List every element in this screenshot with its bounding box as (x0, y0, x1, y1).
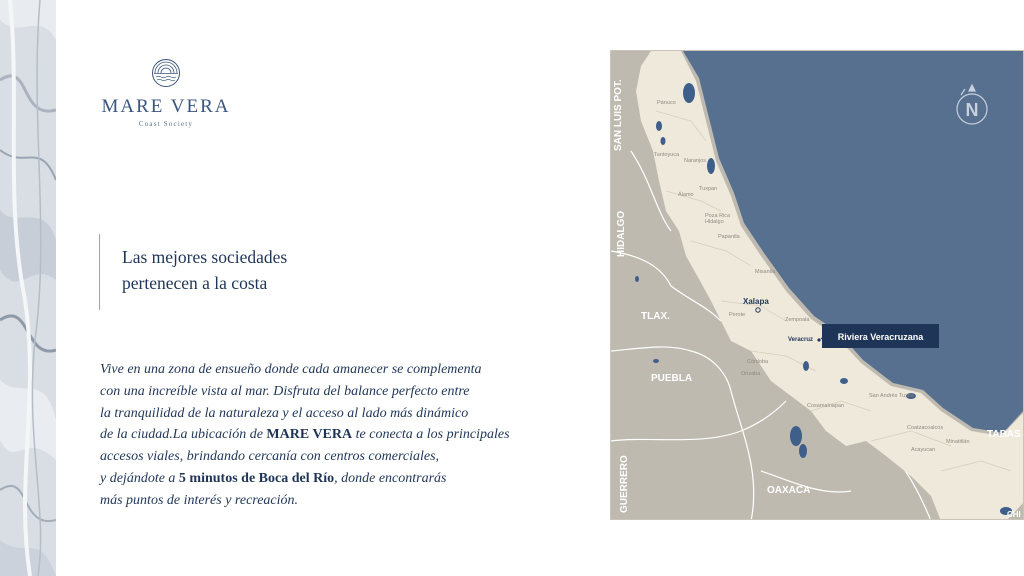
state-label-san-luis: SAN LUIS POT. (613, 79, 624, 151)
city-label: Papantla (718, 234, 740, 240)
city-label: Acayucan (911, 447, 936, 453)
paragraph-line: Vive en una zona de ensueño donde cada amanecer se complementa (100, 362, 482, 377)
city-label: Zempoala (785, 317, 810, 323)
city-label: Naranjos (684, 158, 707, 164)
heading-line-2: pertenecen a la costa (122, 273, 268, 293)
city-label: Minatitlán (946, 439, 970, 445)
logo-emblem-icon (151, 58, 181, 88)
veracruz-map (610, 50, 1024, 520)
description-paragraph (100, 359, 550, 512)
city-label: Tuxpan (699, 186, 718, 192)
brand-logo (96, 58, 236, 128)
city-label: San Andrés Tuxtla (869, 393, 914, 399)
city-label: Tantoyuca (654, 152, 680, 158)
city-label: Pánuco (657, 100, 676, 106)
riviera-callout (821, 324, 939, 348)
city-label: Hidalgo (705, 219, 724, 225)
city-label: Cosamaloapan (807, 403, 844, 409)
section-heading (122, 244, 287, 296)
brand-mention: MARE VERA (266, 427, 353, 443)
paragraph-line: con una increíble vista al mar. Disfruta del balance perfecto entre (100, 383, 470, 399)
state-label-chiapas: CHI (1007, 510, 1021, 519)
city-label: Misantla (755, 269, 776, 275)
callout-label: Riviera Veracruzana (837, 332, 924, 342)
paragraph-line: accesos viales, brindando cercanía con centros comerciales, (100, 449, 440, 465)
paragraph-line: de la ciudad.La ubicación de MARE VERA te conecta a los principales (100, 427, 510, 443)
city-label: Coatzacoalcos (907, 425, 944, 431)
city-label: Poza Rica (705, 213, 731, 219)
heading-divider (99, 234, 100, 310)
state-label-tabasco: TABAS (987, 429, 1021, 440)
state-label-puebla: PUEBLA (651, 373, 693, 384)
compass-letter: N (965, 100, 979, 120)
paragraph-line: más puntos de interés y recreación. (100, 492, 299, 508)
brand-tagline: Coast Society (138, 120, 194, 128)
city-label: Perote (729, 312, 746, 318)
state-label-guerrero: GUERRERO (619, 455, 630, 513)
marble-side-decoration (0, 0, 56, 576)
city-label: Álamo (678, 192, 694, 198)
paragraph-line: la tranquilidad de la naturaleza y el acceso al lado más dinámico (100, 405, 469, 421)
city-label: Córdoba (747, 359, 769, 365)
state-label-tlaxcala: TLAX. (641, 311, 670, 322)
veracruz-marker-icon (817, 338, 820, 341)
paragraph-line: y dejándote a 5 minutos de Boca del Río, donde encontrarás (100, 470, 447, 486)
state-label-hidalgo: HIDALGO (616, 210, 627, 257)
distance-highlight: 5 minutos de Boca del Río (178, 470, 335, 486)
city-label-veracruz: Veracruz (788, 337, 814, 343)
brand-name: MARE VERA (101, 96, 231, 117)
state-label-oaxaca: OAXACA (767, 485, 811, 496)
heading-line-1: Las mejores sociedades (122, 247, 288, 267)
city-label: Orizaba (741, 371, 761, 377)
city-label-xalapa: Xalapa (743, 297, 769, 306)
